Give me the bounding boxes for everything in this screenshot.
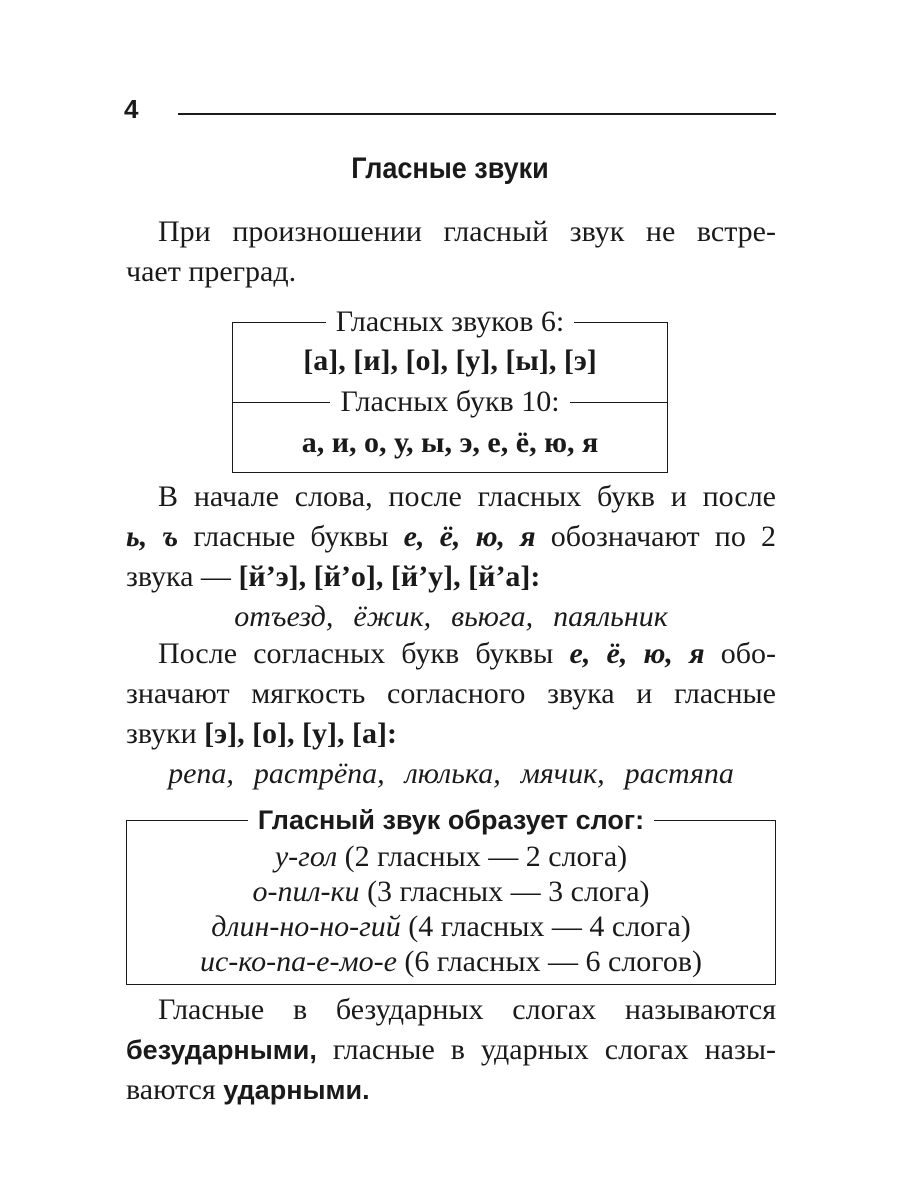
iotated-sounds: [й’э], [й’о], [й’у], [й’а]: — [238, 560, 541, 593]
rule2-text: После согласных букв буквы — [158, 637, 570, 670]
rule1-examples — [126, 597, 776, 637]
vowels-box — [232, 305, 668, 473]
syllable-note: (6 гласных — 6 слогов) — [396, 945, 703, 978]
rule2-line-3 — [126, 714, 776, 754]
example-word: репа, — [168, 757, 234, 790]
rule2-line-2: значают мягкость согласного звука и гласные — [126, 677, 776, 710]
syllable-note: (4 гласных — 4 слога) — [400, 910, 691, 943]
box-rule — [654, 820, 775, 821]
example-word: отъезд, — [234, 600, 334, 633]
rule3-text: гласные в ударных слогах назы- — [316, 1033, 776, 1066]
stressed-term: ударными. — [223, 1075, 370, 1105]
intro-line-1: При произношении гласный звук не встре- — [158, 215, 776, 248]
rule1-line-1: В начале слова, после гласных букв и после — [158, 480, 776, 513]
box-rule — [233, 402, 330, 403]
rule2-line-1 — [126, 634, 776, 674]
rule1-line-3 — [126, 557, 776, 597]
rule3-line-3 — [126, 1070, 776, 1110]
rule1-text: звука — — [126, 560, 239, 593]
syllable-word: длин-но-но-гий — [211, 910, 401, 943]
syllable-heading-row — [127, 802, 775, 838]
rule1-text: гласные буквы — [178, 520, 404, 553]
syllable-word: ис-ко-па-е-мо-е — [199, 945, 397, 978]
rule3-line-1: Гласные в безударных слогах называются — [158, 993, 776, 1026]
unstressed-term: безударными, — [126, 1035, 317, 1065]
header-rule — [178, 113, 776, 115]
vowel-letters-label-row — [233, 384, 667, 420]
example-word: растрёпа, — [253, 757, 385, 790]
page-number: 4 — [124, 94, 139, 124]
syllable-row — [127, 838, 775, 876]
syllable-row — [127, 873, 775, 911]
syllable-box — [126, 805, 776, 985]
rule3-line-2 — [126, 1030, 776, 1070]
syllable-note: (2 гласных — 2 слога) — [337, 840, 628, 873]
syllable-heading: Гласный звук образует слог: — [257, 805, 645, 835]
intro-line-2: чает преград. — [126, 255, 297, 288]
rule2-examples — [126, 754, 776, 794]
iotated-letters: е, ё, ю, я — [403, 520, 536, 553]
vowel-letters-list: а, и, о, у, ы, э, е, ё, ю, я — [301, 426, 599, 459]
box-rule — [127, 820, 248, 821]
rule2-text: звуки — [126, 717, 205, 750]
example-word: мячик, — [520, 757, 605, 790]
box-rule — [574, 322, 667, 323]
example-word: люлька, — [404, 757, 501, 790]
vowel-letters-label: Гласных букв 10: — [340, 385, 560, 418]
rule1-line-2 — [126, 517, 776, 557]
example-word: вьюга, — [451, 600, 534, 633]
syllable-word: у-гол — [274, 840, 338, 873]
vowel-sounds-list: [а], [и], [о], [у], [ы], [э] — [303, 344, 597, 377]
soft-hard-signs: ь, ъ — [126, 520, 179, 553]
vowel-sounds-hard: [э], [о], [у], [а]: — [204, 717, 398, 750]
syllable-note: (3 гласных — 3 слога) — [359, 875, 650, 908]
rule2-text: обо- — [704, 637, 776, 670]
vowel-sounds-label-row — [233, 304, 667, 340]
vowel-sounds-label: Гласных звуков 6: — [335, 305, 565, 338]
box-rule — [233, 322, 326, 323]
box-rule — [570, 402, 667, 403]
example-word: ёжик, — [353, 600, 432, 633]
rule1-text: обозначают по 2 — [535, 520, 776, 553]
example-word: растяпа — [624, 757, 734, 790]
rule3-text: ваются — [126, 1073, 224, 1106]
page-title: Гласные звуки — [351, 152, 549, 185]
example-word: паяльник — [553, 600, 668, 633]
syllable-row — [127, 943, 775, 981]
syllable-word: о-пил-ки — [252, 875, 360, 908]
iotated-letters: е, ё, ю, я — [569, 637, 705, 670]
syllable-row — [127, 908, 775, 946]
